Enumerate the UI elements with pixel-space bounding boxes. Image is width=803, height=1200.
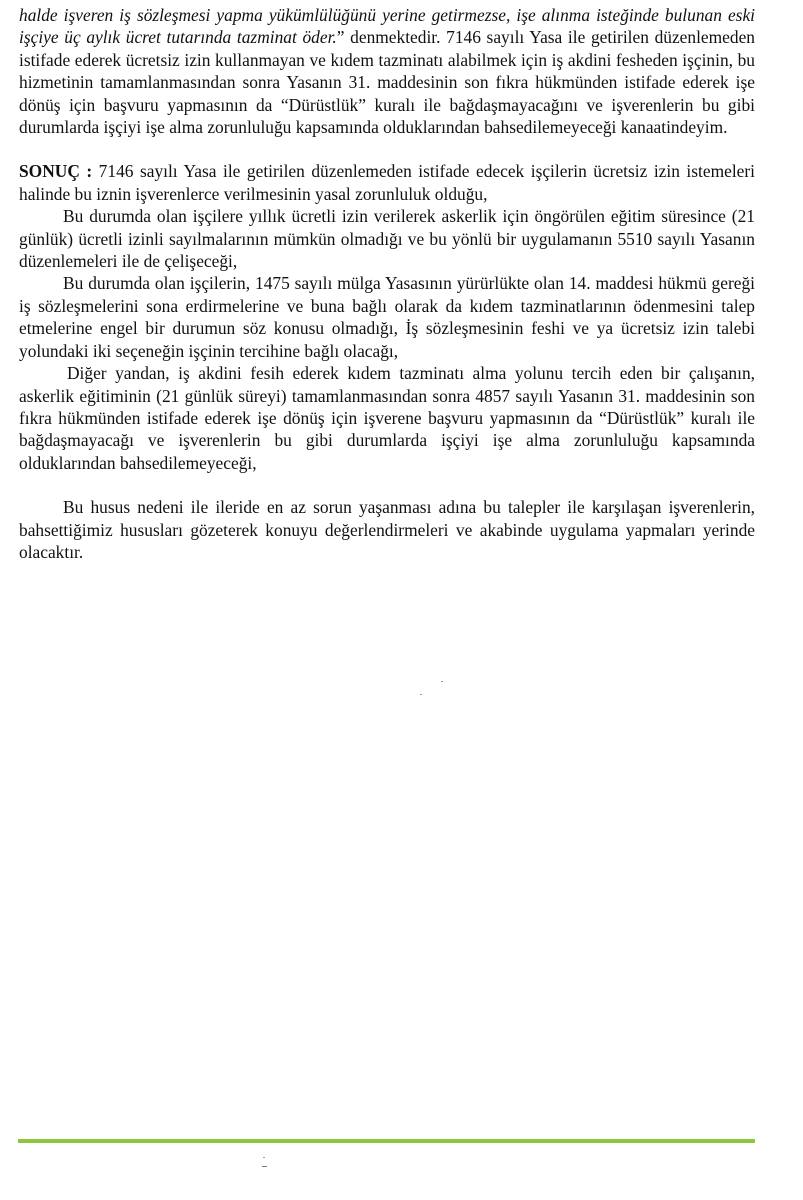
scan-speck xyxy=(441,681,443,682)
scan-speck xyxy=(263,1157,265,1158)
quoted-law-text: halde işveren iş sözleşmesi yapma yükümlülüğünü yerine getirmezse, işe alınma isteğinde bulunan eski işçiye üç aylık ücret tutarında tazminat öder. xyxy=(19,5,755,48)
intro-paragraph xyxy=(19,4,755,138)
conclusion-lead-text: 7146 sayılı Yasa ile getirilen düzenlemeden istifade edecek işçilerin ücretsiz izin istemeleri halinde bu iznin işverenlerce verilmesinin yasal zorunluluk olduğu, xyxy=(19,161,755,204)
intro-body-text: ” denmektedir. 7146 sayılı Yasa ile getirilen düzenlemeden istifade ederek ücretsiz izin kullanmayan ve kıdem tazminatı alabilmek için iş akdini fesheden işçinin, bu hizmetinin tamamlanmasından sonra Yasanın 31. maddesinin son fıkra hükmünden istifade ederek işe dönüş için başvuru yapmasının da “Dürüstlük” kuralı ile bağdaşmayacağını ve işverenlerin bu gibi durumlarda işçiyi işe alma zorunluluğu kapsamında olduklarından bahsedilemeyeceği kanaatindeyim. xyxy=(19,27,755,138)
closing-paragraph: Bu husus nedeni ile ileride en az sorun yaşanması adına bu talepler ile karşılaşan işverenlerin, bahsettiğimiz hususları gözeterek konuyu değerlendirmeleri ve akabinde uygulama yapmaları yerinde olacaktır. xyxy=(19,497,755,562)
conclusion-point-paid-leave: Bu durumda olan işçilere yıllık ücretli izin verilerek askerlik için öngörülen eğitim süresince (21 günlük) ücretli izinli sayılmalarının mümkün olmadığı ve bu yönlü bir uygulamanın 5510 sayılı Yasanın düzenlemeleri ile de çelişeceği, xyxy=(19,206,755,272)
document-page xyxy=(19,4,755,563)
footer-divider xyxy=(18,1139,755,1143)
conclusion-point-severance: Bu durumda olan işçilerin, 1475 sayılı mülga Yasasının yürürlükte olan 14. maddesi hükmü gereği iş sözleşmelerini sona erdirmelerine ve buna bağlı olarak da kıdem tazminatlarının ödenmesini talep etmelerine engel bir durumun söz konusu olmadığı, İş sözleşmesinin feshi ve ya ücretsiz izin talebi yolundaki iki seçeneğin işçinin tercihine bağlı olacağı, xyxy=(19,273,755,361)
scan-speck xyxy=(262,1166,267,1167)
conclusion-paragraph xyxy=(19,160,755,205)
conclusion-point-reinstatement: Diğer yandan, iş akdini fesih ederek kıdem tazminatı alma yolunu tercih eden bir çalışanın, askerlik eğitiminin (21 günlük süreyi) tamamlanmasından sonra 4857 sayılı Yasanın 31. maddesinin son fıkra hükmünden istifade ederek işe dönüş için işverene başvuru yapmasının da “Dürüstlük” kuralı ile bağdaşmayacağı ve işverenlerin bu gibi durumlarda işçiyi işe alma zorunluluğu kapsamında olduklarından bahsedilemeyeceği, xyxy=(19,363,755,473)
conclusion-label: SONUÇ : xyxy=(19,161,93,182)
scan-speck xyxy=(420,694,422,695)
